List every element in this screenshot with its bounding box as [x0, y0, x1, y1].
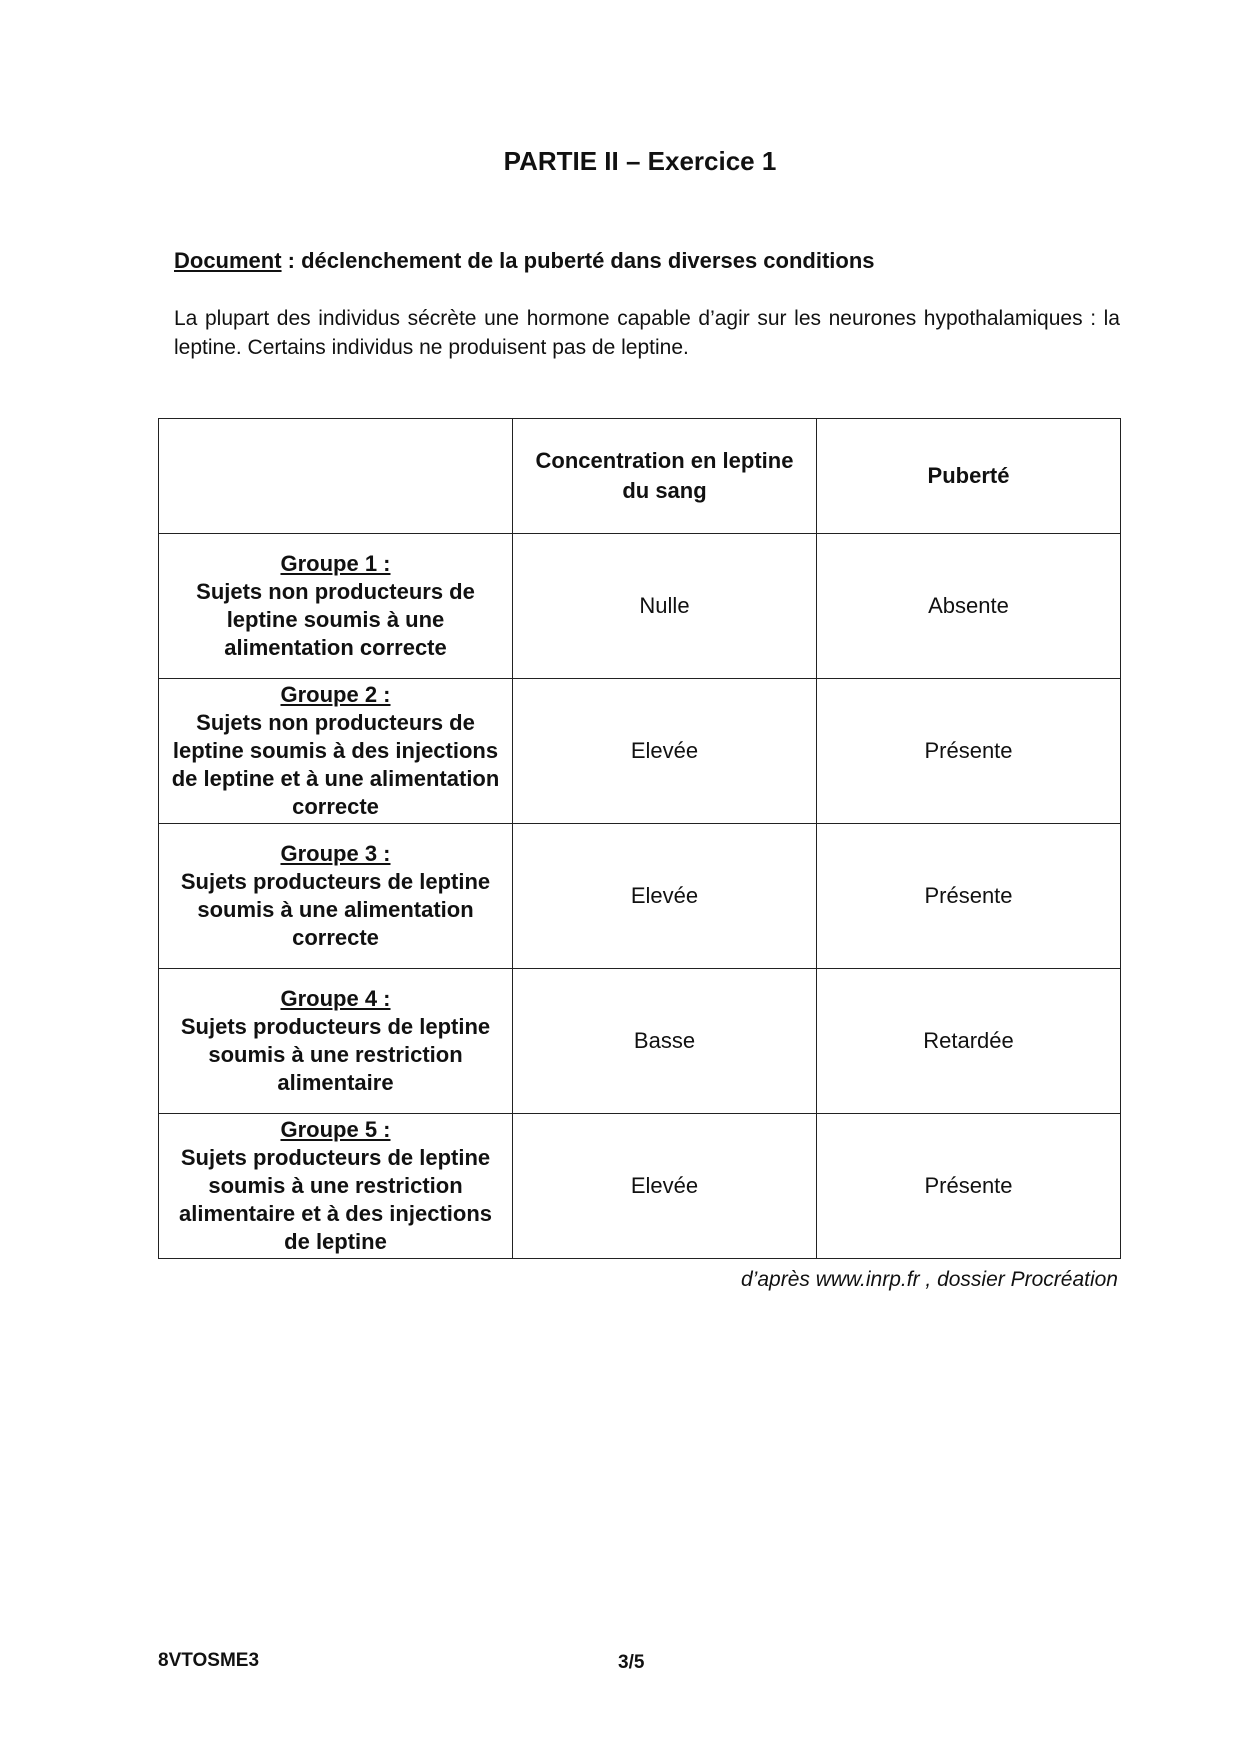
group-desc: Sujets producteurs de leptine soumis à une restriction alimentaire [180, 1014, 491, 1095]
puberte-cell: Retardée [817, 969, 1121, 1114]
concentration-cell: Elevée [513, 679, 817, 824]
group-label: Groupe 5 : [280, 1117, 391, 1142]
group-desc: Sujets producteurs de leptine soumis à une alimentation correcte [180, 869, 491, 950]
document-title: : déclenchement de la puberté dans diverses conditions [281, 248, 875, 273]
group-cell [159, 824, 513, 969]
intro-paragraph: La plupart des individus sécrète une hormone capable d’agir sur les neurones hypothalamiques : la leptine. Certains individus ne produisent pas de leptine. [174, 307, 1120, 359]
table-row [159, 824, 1121, 969]
group-cell [159, 679, 513, 824]
group-desc: Sujets non producteurs de leptine soumis à des injections de leptine et à une alimentation correcte [171, 710, 500, 819]
group-desc: Sujets producteurs de leptine soumis à une restriction alimentaire et à des injections de leptine [178, 1145, 492, 1254]
puberte-cell: Absente [817, 534, 1121, 679]
concentration-cell: Basse [513, 969, 817, 1114]
puberte-cell: Présente [817, 824, 1121, 969]
group-label: Groupe 1 : [280, 551, 391, 576]
group-desc: Sujets non producteurs de leptine soumis à une alimentation correcte [196, 579, 475, 660]
document-heading [174, 248, 875, 274]
header-concentration: Concentration en leptine du sang [513, 419, 817, 534]
header-empty [159, 419, 513, 534]
footer-code: 8VTOSME3 [158, 1650, 260, 1671]
document-label: Document [174, 248, 282, 273]
table-header-row [159, 419, 1121, 534]
source-citation: d’après www.inrp.fr , dossier Procréation [741, 1268, 1118, 1291]
table-row [159, 1114, 1121, 1259]
concentration-cell: Nulle [513, 534, 817, 679]
puberte-cell: Présente [817, 1114, 1121, 1259]
page-title: PARTIE II – Exercice 1 [503, 146, 777, 176]
table-row [159, 679, 1121, 824]
table-row [159, 534, 1121, 679]
page-number: 3/5 [618, 1652, 645, 1673]
puberty-table [158, 418, 1121, 1259]
group-cell [159, 534, 513, 679]
puberte-cell: Présente [817, 679, 1121, 824]
group-label: Groupe 4 : [280, 986, 391, 1011]
table-row [159, 969, 1121, 1114]
group-cell [159, 969, 513, 1114]
group-cell [159, 1114, 513, 1259]
group-label: Groupe 3 : [280, 841, 391, 866]
concentration-cell: Elevée [513, 824, 817, 969]
header-puberte: Puberté [817, 419, 1121, 534]
group-label: Groupe 2 : [280, 682, 391, 707]
concentration-cell: Elevée [513, 1114, 817, 1259]
